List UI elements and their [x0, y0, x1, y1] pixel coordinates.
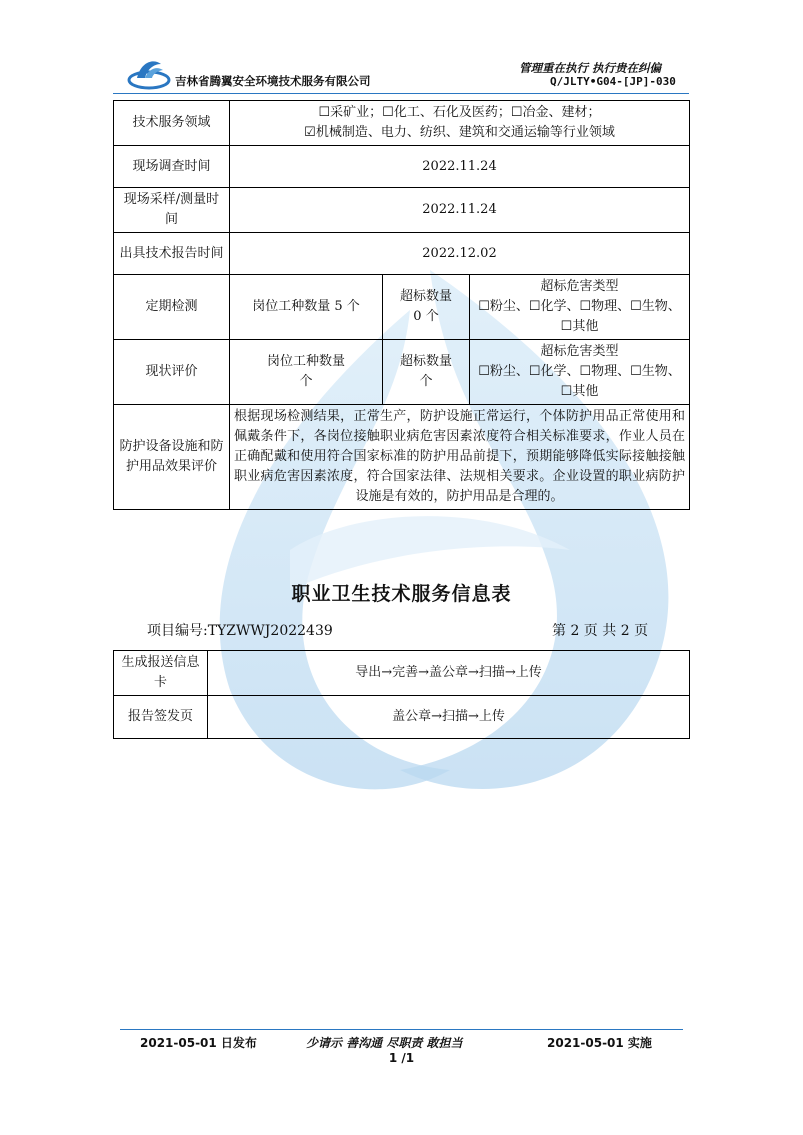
- info-card-row: [114, 651, 690, 696]
- status-posts-label: 岗位工种数量: [266, 354, 345, 369]
- periodic-exceed-cell: [383, 275, 470, 340]
- footer-motto: 少请示 善沟通 尽职责 敢担当: [306, 1036, 463, 1050]
- sign-page-row: [114, 696, 690, 739]
- service-details-table: [113, 100, 690, 510]
- periodic-detection-row: [114, 275, 690, 340]
- sign-page-steps: 盖公章→扫描→上传: [208, 696, 690, 739]
- form-title: 职业卫生技术服务信息表: [291, 583, 512, 605]
- periodic-exceed-label: 超标数量: [399, 289, 452, 304]
- company-name: 吉林省腾翼安全环境技术服务有限公司: [175, 74, 371, 88]
- report-time-row: [114, 233, 690, 275]
- status-hazard-cell: [470, 340, 690, 405]
- service-field-label: 技术服务领域: [114, 101, 230, 146]
- sampling-time-row: [114, 188, 690, 233]
- protection-evaluation-text: 根据现场检测结果，正常生产，防护设施正常运行，个体防护用品正常使用和佩戴条件下，各岗位接触职业病危害因素浓度符合相关标准要求，作业人员在正确配戴和使用符合国家标准的防护用品前提下，预期能够降低实际接触接触职业病危害因素浓度，符合国家法律、法规相关要求。企业设置的职业病防护设施是有效的，防护用品是合理的。: [230, 405, 690, 510]
- periodic-hazard-types: ☐粉尘、☐化学、☐物理、☐生物、☐其他: [478, 299, 681, 334]
- report-time-value: 2022.12.02: [230, 233, 690, 275]
- service-field-options: [230, 101, 690, 146]
- service-field-line1: ☐采矿业；☐化工、石化及医药；☐冶金、建材；: [318, 105, 601, 120]
- status-hazard-title: 超标危害类型: [540, 344, 619, 359]
- periodic-hazard-cell: [470, 275, 690, 340]
- service-field-row: [114, 101, 690, 146]
- report-workflow-table: [113, 650, 690, 739]
- header-divider: [113, 93, 689, 94]
- sampling-time-value: 2022.11.24: [230, 188, 690, 233]
- page-number: 1 /1: [388, 1051, 415, 1065]
- status-exceed-label: 超标数量: [399, 354, 452, 369]
- status-exceed-cell: [383, 340, 470, 405]
- periodic-hazard-title: 超标危害类型: [540, 279, 619, 294]
- sign-page-label: 报告签发页: [114, 696, 208, 739]
- info-card-label: 生成报送信息卡: [114, 651, 208, 696]
- project-number: 项目编号:TYZWWJ2022439: [147, 623, 333, 639]
- header-slogan: 管理重在执行 执行贵在纠偏: [519, 61, 662, 75]
- periodic-exceed-value: 0 个: [413, 309, 439, 324]
- survey-time-label: 现场调查时间: [114, 146, 230, 188]
- survey-time-row: [114, 146, 690, 188]
- report-time-label: 出具技术报告时间: [114, 233, 230, 275]
- document-number: Q/JLTY•G04-[JP]-030: [550, 75, 676, 88]
- company-logo-icon: [127, 54, 171, 90]
- status-evaluation-label: 现状评价: [114, 340, 230, 405]
- publish-date: 2021-05-01 日发布: [140, 1036, 257, 1050]
- info-card-steps: 导出→完善→盖公章→扫描→上传: [208, 651, 690, 696]
- sampling-time-label: 现场采样/测量时间: [114, 188, 230, 233]
- service-field-line2: ☑机械制造、电力、纺织、建筑和交通运输等行业领域: [304, 125, 615, 140]
- protection-evaluation-label: 防护设备设施和防护用品效果评价: [114, 405, 230, 510]
- status-evaluation-row: [114, 340, 690, 405]
- status-posts-cell: [230, 340, 383, 405]
- periodic-detection-label: 定期检测: [114, 275, 230, 340]
- status-exceed-unit: 个: [419, 374, 433, 389]
- footer-divider: [120, 1029, 683, 1030]
- page-info: 第 2 页 共 2 页: [552, 623, 649, 639]
- status-hazard-types: ☐粉尘、☐化学、☐物理、☐生物、☐其他: [478, 364, 681, 399]
- survey-time-value: 2022.11.24: [230, 146, 690, 188]
- protection-evaluation-row: [114, 405, 690, 510]
- periodic-posts-count: 岗位工种数量 5 个: [230, 275, 383, 340]
- implement-date: 2021-05-01 实施: [547, 1036, 652, 1050]
- status-posts-unit: 个: [299, 374, 313, 389]
